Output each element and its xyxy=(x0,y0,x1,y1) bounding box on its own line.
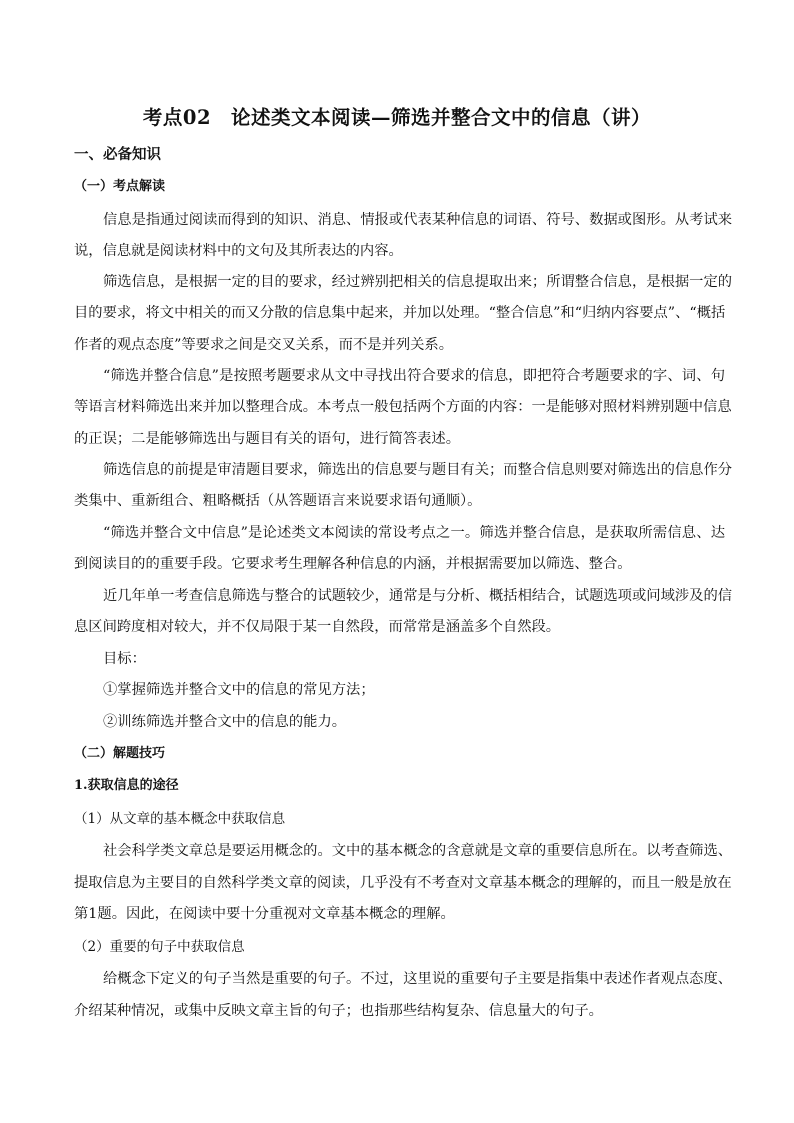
heading-from-important-sentences: （2）重要的句子中获取信息 xyxy=(74,939,245,955)
paragraph-6-line-2: 息区间跨度相对较大，并不仅局限于某一自然段，而常常是涵盖多个自然段。 xyxy=(74,619,561,635)
paragraph-3-line-1: “筛选并整合信息”是按照考题要求从文中寻找出符合要求的信息，即把符合考题要求的字、词、句 xyxy=(103,368,725,384)
paragraph-8-line-2: 介绍某种情况，或集中反映文章主旨的句子；也指那些结构复杂、信息量大的句子。 xyxy=(74,1003,603,1019)
paragraph-1-line-1: 信息是指通过阅读而得到的知识、消息、情报或代表某种信息的词语、符号、数据或图形。从考试来 xyxy=(103,212,733,228)
paragraph-3-line-3: 的正误；二是能够筛选出与题目有关的语句，进行简答表述。 xyxy=(74,431,461,447)
heading-from-basic-concepts: （1）从文章的基本概念中获取信息 xyxy=(74,811,286,827)
subsection-heading-solving-skills: （二）解题技巧 xyxy=(74,746,166,761)
goal-item-1: ①掌握筛选并整合文中的信息的常见方法； xyxy=(103,682,375,698)
goal-item-2: ②训练筛选并整合文中的信息的能力。 xyxy=(103,714,347,730)
paragraph-6-line-1: 近几年单一考查信息筛选与整合的试题较少，通常是与分析、概括相结合，试题选项或问域涉及的信 xyxy=(103,588,733,604)
page-title: 考点02 论述类文本阅读—筛选并整合文中的信息（讲） xyxy=(142,106,652,129)
subsection-heading-exam-point: （一）考点解读 xyxy=(74,179,166,194)
paragraph-5-line-1: “筛选并整合文中信息”是论述类文本阅读的常设考点之一。筛选并整合信息，是获取所需信息、达 xyxy=(103,525,725,541)
paragraph-1-line-2: 说，信息就是阅读材料中的文句及其所表达的内容。 xyxy=(74,243,403,259)
paragraph-2-line-2: 目的要求，将文中相关的而又分散的信息集中起来，并加以处理。“整合信息”和“归纳内容要点”、“概括 xyxy=(74,305,726,321)
paragraph-4-line-1: 筛选信息的前提是审清题目要求，筛选出的信息要与题目有关；而整合信息则要对筛选出的信息作分 xyxy=(103,462,733,478)
paragraph-3-line-2: 等语言材料筛选出来并加以整理合成。本考点一般包括两个方面的内容：一是能够对照材料辨别题中信息 xyxy=(74,399,732,415)
paragraph-7-line-3: 第1题。因此，在阅读中要十分重视对文章基本概念的理解。 xyxy=(74,906,455,922)
paragraph-7-line-2: 提取信息为主要目的自然科学类文章的阅读，几乎没有不考查对文章基本概念的理解的，而且一般是放在 xyxy=(74,875,732,891)
paragraph-4-line-2: 类集中、重新组合、粗略概括（从答题语言来说要求语句通顺）。 xyxy=(74,493,482,509)
paragraph-7-line-1: 社会科学类文章总是要运用概念的。文中的基本概念的含意就是文章的重要信息所在。以考查筛选、 xyxy=(103,843,733,859)
heading-ways-to-get-information: 1.获取信息的途径 xyxy=(74,778,179,793)
paragraph-8-line-1: 给概念下定义的句子当然是重要的句子。不过，这里说的重要句子主要是指集中表述作者观点态度、 xyxy=(103,971,733,987)
paragraph-2-line-3: 作者的观点态度”等要求之间是交叉关系，而不是并列关系。 xyxy=(74,337,454,353)
paragraph-5-line-2: 到阅读目的的重要手段。它要求考生理解各种信息的内涵，并根据需要加以筛选、整合。 xyxy=(74,556,632,572)
goal-label: 目标： xyxy=(103,651,146,667)
paragraph-2-line-1: 筛选信息，是根据一定的目的要求，经过辨别把相关的信息提取出来；所谓整合信息，是根据一定的 xyxy=(103,274,733,290)
section-heading-required-knowledge: 一、必备知识 xyxy=(74,146,161,163)
